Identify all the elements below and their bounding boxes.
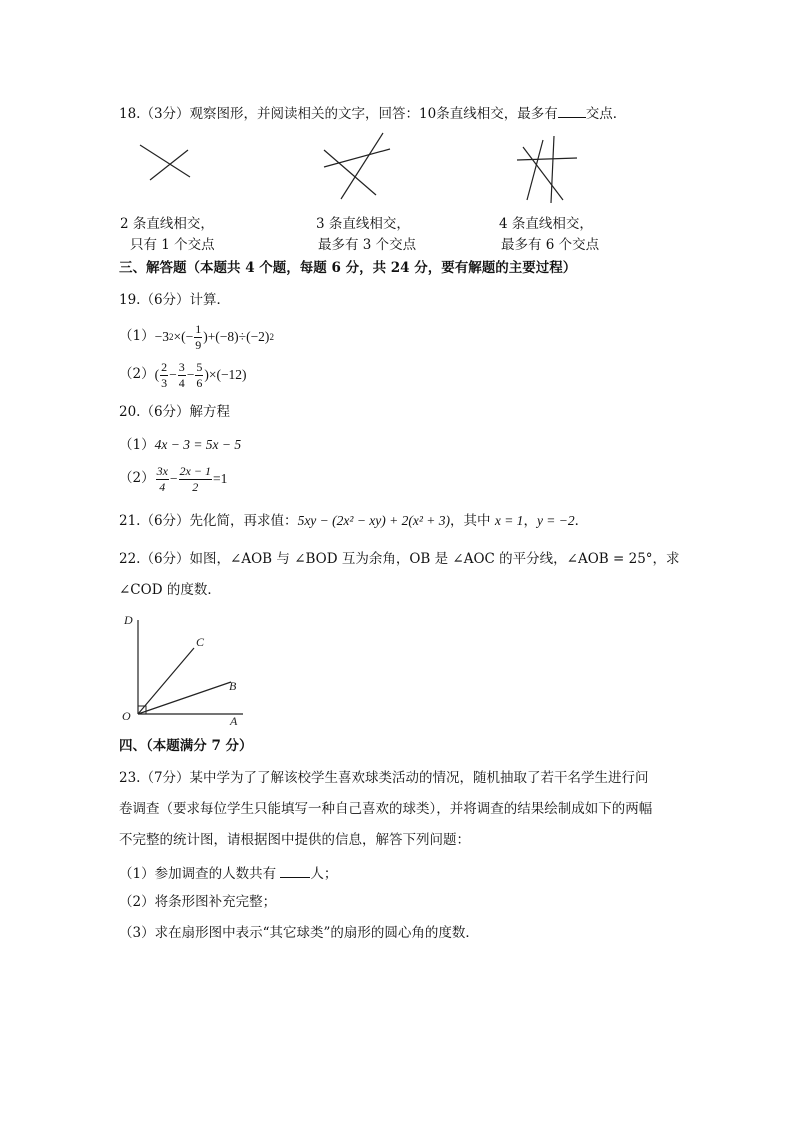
q22-line1: 22.（6分）如图，∠AOB 与 ∠BOD 互为余角，OB 是 ∠AOC 的平分线，∠AOB = 25°，求: [119, 551, 680, 567]
q20-title: 20.（6分）解方程: [119, 404, 231, 420]
caption-two-lines: 2 条直线相交， 只有 1 个交点: [120, 216, 215, 253]
four-lines-figure: [517, 136, 577, 203]
q23-line2: 卷调查（要求每位学生只能填写一种自己喜欢的球类），并将调查的结果绘制成如下的两幅: [119, 801, 653, 817]
label-o: O: [122, 709, 131, 723]
q21-text: 21.（6分）先化简，再求值：5xy − (2x² − xy) + 2(x² + 3)，其中 x = 1，y = −2．: [119, 513, 589, 529]
q19-part1: （1） −3 2 ×(− $\frac{1}{9}$ )+(−8)÷(−2) 2: [119, 321, 274, 352]
caption-three-lines: 3 条直线相交， 最多有 3 个交点: [316, 216, 417, 253]
q23-part3: （3）求在扇形图中表示“其它球类”的扇形的圆心角的度数．: [119, 925, 479, 941]
q22-line2: ∠COD 的度数．: [119, 582, 221, 598]
q23-line1: 23.（7分）某中学为了了解该校学生喜欢球类活动的情况，随机抽取了若干名学生进行问: [119, 770, 649, 786]
q20-part1: （1）4x − 3 = 5x − 5: [119, 437, 242, 453]
section-3-heading: 三、解答题（本题共 4 个题，每题 6 分，共 24 分，要有解题的主要过程）: [119, 260, 577, 276]
caption-four-lines: 4 条直线相交， 最多有 6 个交点: [499, 216, 600, 253]
q18-text: 18.（3分）观察图形，并阅读相关的文字，回答：10条直线相交，最多有 交点．: [119, 106, 627, 122]
angle-figure: [118, 608, 258, 728]
q23-answer-blank[interactable]: [280, 865, 310, 878]
q19-part2: （2） ( $\frac{2}{3}$ − $\frac{3}{4}$ − $\frac{5}{6}$ )×(−12): [119, 359, 247, 390]
q20-part2: （2） $\frac{3x}{4}$ − $\frac{2x - 1}{2}$ =1: [119, 463, 228, 494]
q23-part2: （2）将条形图补充完整；: [119, 894, 277, 910]
label-d: D: [124, 613, 133, 627]
q19-title: 19.（6分）计算．: [119, 292, 231, 308]
label-a: A: [230, 714, 238, 728]
q23-part1: （1）参加调查的人数共有 人；: [119, 866, 338, 882]
three-lines-figure: [324, 133, 390, 199]
q23-line3: 不完整的统计图，请根据图中提供的信息，解答下列问题：: [119, 832, 470, 848]
two-lines-figure: [140, 145, 190, 180]
q18-figures: [0, 0, 794, 210]
section-4-heading: 四、（本题满分 7 分）: [119, 738, 253, 754]
label-b: B: [229, 679, 237, 693]
label-c: C: [196, 635, 205, 649]
